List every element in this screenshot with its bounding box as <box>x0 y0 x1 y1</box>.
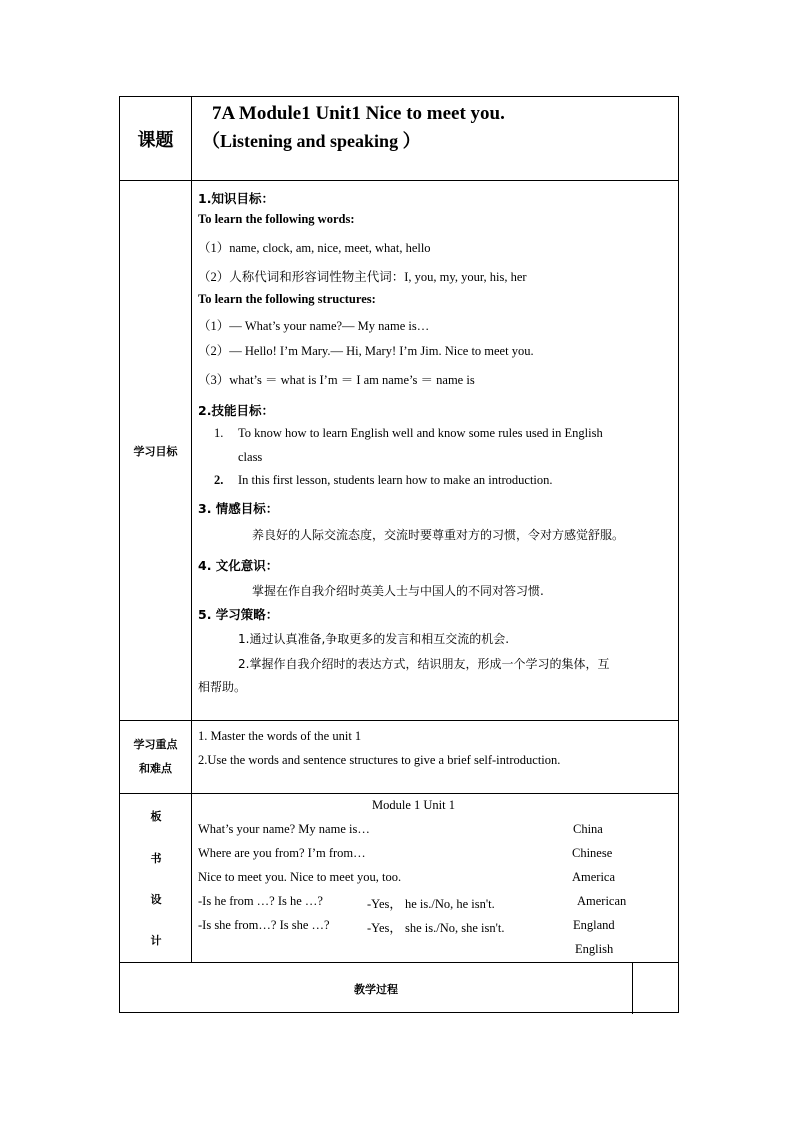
board-answer: -Yes， he is./No, he isn't. <box>367 897 495 911</box>
structure-line-2: （2）— Hello! I’m Mary.— Hi, Mary! I’m Jim. Nice to meet you. <box>198 344 534 358</box>
words-heading: To learn the following words: <box>198 212 355 226</box>
culture-text: 掌握在作自我介绍时英美人士与中国人的不同对答习惯. <box>252 584 544 598</box>
emotion-text: 养良好的人际交流态度，交流时要尊重对方的习惯，令对方感觉舒服。 <box>252 528 625 542</box>
title-row <box>120 97 678 181</box>
keypoints-cell <box>192 721 678 793</box>
words-line-1: （1）name, clock, am, nice, meet, what, hello <box>198 241 431 255</box>
board-line: -Is he from …? Is he …? <box>198 894 323 908</box>
board-label-char: 书 <box>150 852 162 865</box>
keypoint-2: 2.Use the words and sentence structures to give a brief self-introduction. <box>198 753 561 767</box>
board-heading: Module 1 Unit 1 <box>372 798 455 812</box>
skill-2-number: 2. <box>214 473 224 487</box>
keypoint-1: 1. Master the words of the unit 1 <box>198 729 362 743</box>
structures-heading: To learn the following structures: <box>198 292 376 306</box>
board-design-cell <box>192 794 678 962</box>
empty-cell <box>633 963 678 1014</box>
board-line: Nice to meet you. Nice to meet you, too. <box>198 870 402 884</box>
skill-2-text: In this first lesson, students learn how to make an introduction. <box>238 473 553 487</box>
keypoints-label-line-1: 学习重点 <box>133 737 178 751</box>
structure-line-3: （3）what’s ＝ what is I’m ＝ I am name’s ＝ name is <box>198 373 475 387</box>
board-answer: -Yes， she is./No, she isn't. <box>367 921 505 935</box>
strategy-heading: 5. 学习策略： <box>198 607 279 622</box>
keypoints-row <box>120 721 678 794</box>
keypoints-label <box>120 721 192 793</box>
strategy-2-line-1: 2.掌握作自我介绍时的表达方式，结识朋友，形成一个学习的集体，互 <box>238 657 610 671</box>
structure-line-1: （1）— What’s your name?— My name is… <box>198 319 430 333</box>
board-label-char: 计 <box>150 934 162 947</box>
board-line: -Is she from…? Is she …? <box>198 918 330 932</box>
board-line: Where are you from? I’m from… <box>198 846 366 860</box>
emotion-heading: 3. 情感目标： <box>198 501 279 516</box>
skill-1-text: To know how to learn English well and know some rules used in English <box>238 426 603 440</box>
objectives-label: 学习目标 <box>120 181 192 720</box>
title-cell <box>192 97 678 180</box>
strategy-1: 1.通过认真准备,争取更多的发言和相互交流的机会. <box>238 632 510 646</box>
board-label-char: 设 <box>150 893 162 906</box>
board-word: China <box>573 822 603 836</box>
board-design-row <box>120 794 678 963</box>
words-line-2: （2）人称代词和形容词性物主代词：I, you, my, your, his, her <box>198 270 527 284</box>
objectives-row <box>120 181 678 721</box>
board-line: What’s your name? My name is… <box>198 822 370 836</box>
board-word: England <box>573 918 615 932</box>
skill-1-continued: class <box>238 450 263 464</box>
keypoints-label-line-2: 和难点 <box>139 762 172 775</box>
objectives-cell <box>192 181 678 720</box>
teaching-process-label: 教学过程 <box>120 963 633 1014</box>
board-word: English <box>575 942 614 956</box>
culture-heading: 4. 文化意识： <box>198 558 279 573</box>
strategy-2-line-2: 相帮助。 <box>198 680 247 694</box>
knowledge-heading: 1.知识目标： <box>198 191 274 206</box>
lesson-plan-table <box>119 96 679 1013</box>
lesson-title: 7A Module1 Unit1 Nice to meet you. <box>212 103 505 124</box>
lesson-subtitle: （Listening and speaking ） <box>202 131 421 151</box>
board-word: Chinese <box>572 846 613 860</box>
skill-heading: 2.技能目标： <box>198 403 274 418</box>
board-word: America <box>572 870 616 884</box>
topic-label: 课题 <box>120 97 192 180</box>
board-word: American <box>577 894 627 908</box>
board-design-label <box>120 794 192 962</box>
teaching-process-row <box>120 963 678 1014</box>
skill-1-number: 1. <box>214 426 224 440</box>
board-label-char: 板 <box>150 810 162 823</box>
